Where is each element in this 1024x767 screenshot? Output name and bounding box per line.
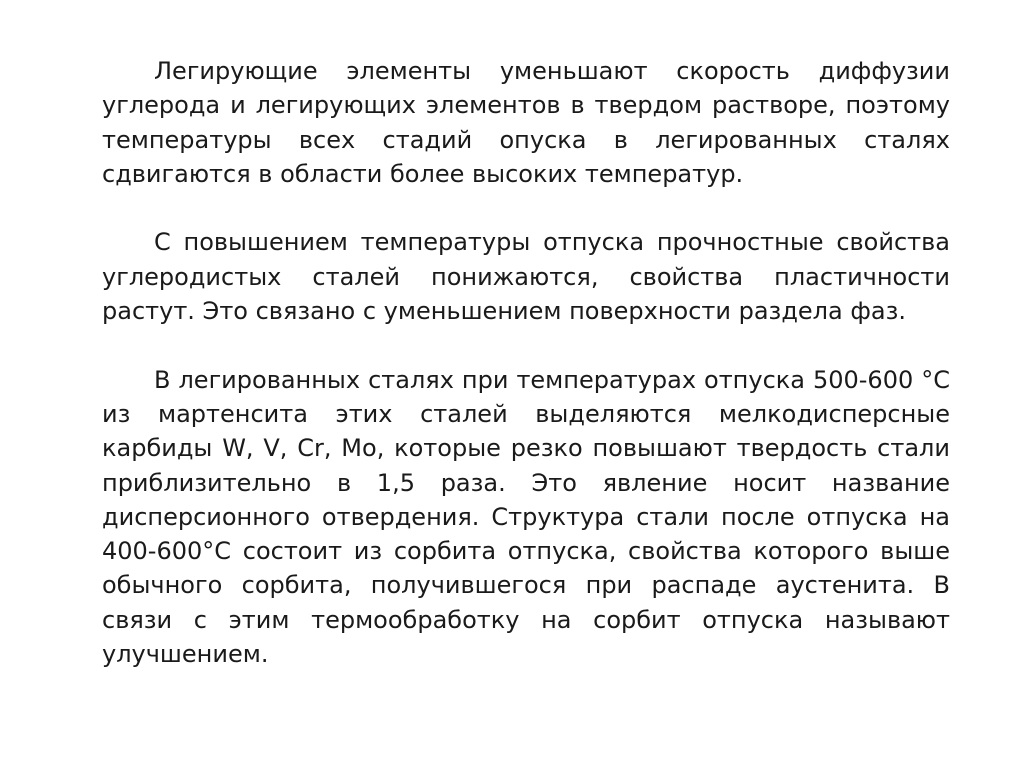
paragraph-tempering-strength: С повышением температуры отпуска прочностные свойства углеродистых сталей понижаются, свойства пластичности растут. Это связано с уменьшением поверхности раздела фаз. <box>102 228 950 326</box>
document-body <box>102 54 950 671</box>
paragraph-alloying-diffusion: Легирующие элементы уменьшают скорость диффузии углерода и легирующих элементов в твердом растворе, поэтому температуры всех стадий опуска в легированных сталях сдвигаются в области более высоких температур. <box>102 57 950 188</box>
paragraph-dispersion-hardening: В легированных сталях при температурах отпуска 500-600 °С из мартенсита этих сталей выделяются мелкодисперсные карбиды W, V, Cr, Mo, которые резко повышают твердость стали приблизительно в 1,5 раза. Это явление носит название дисперсионного отвердения. Структура стали после отпуска на 400-600°С состоит из сорбита отпуска, свойства которого выше обычного сорбита, получившегося при распаде аустенита. В связи с этим термообработку на сорбит отпуска называют улучшением. <box>102 365 950 669</box>
